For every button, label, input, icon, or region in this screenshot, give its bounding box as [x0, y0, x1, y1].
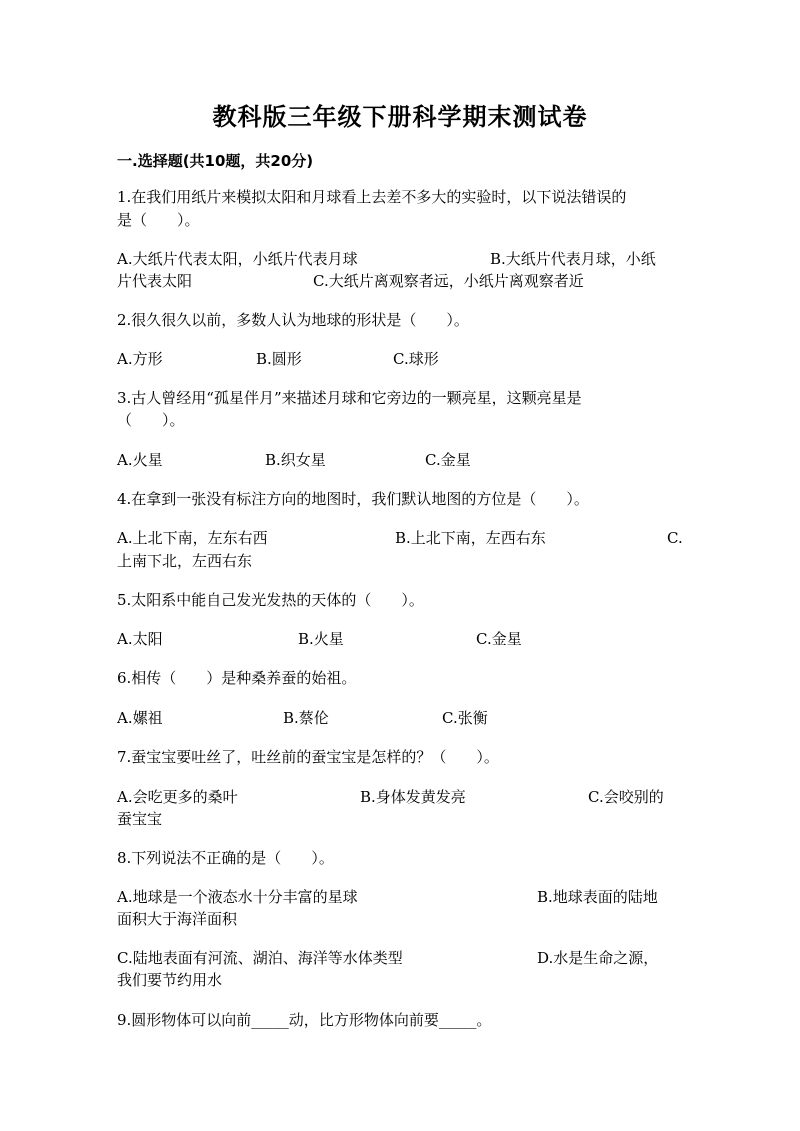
question-8-option-d-continued: 我们要节约用水 — [117, 971, 223, 989]
question-7-option-c-continued: 蚕宝宝 — [117, 810, 163, 828]
question-4-option-c: C. — [667, 529, 683, 547]
question-4-option-c-continued: 上南下北，左西右东 — [117, 552, 253, 570]
question-9-stem: 9.圆形物体可以向前_____动，比方形物体向前要_____。 — [117, 1011, 492, 1029]
question-1-stem-line-1: 1.在我们用纸片来模拟太阳和月球看上去差不多大的实验时，以下说法错误的 — [117, 188, 627, 206]
question-3-option-b: B.织女星 — [265, 451, 326, 469]
question-6-option-c: C.张衡 — [442, 709, 488, 727]
page-title: 教科版三年级下册科学期末测试卷 — [212, 103, 588, 131]
question-1-stem-line-2: 是（ ）。 — [117, 211, 200, 229]
question-8-option-c: C.陆地表面有河流、湖泊、海洋等水体类型 — [117, 949, 403, 967]
section-header: 一.选择题(共10题，共20分) — [117, 152, 314, 170]
question-5-option-a: A.太阳 — [117, 630, 163, 648]
question-5-option-b: B.火星 — [298, 630, 344, 648]
question-5-option-c: C.金星 — [476, 630, 522, 648]
question-6-option-b: B.蔡伦 — [283, 709, 329, 727]
question-8-option-b-continued: 面积大于海洋面积 — [117, 910, 238, 928]
question-7-option-b: B.身体发黄发亮 — [360, 788, 466, 806]
question-4-stem: 4.在拿到一张没有标注方向的地图时，我们默认地图的方位是（ ）。 — [117, 490, 589, 508]
question-4-option-a: A.上北下南，左东右西 — [117, 529, 268, 547]
question-8-option-d: D.水是生命之源， — [537, 949, 659, 967]
question-1-option-c: C.大纸片离观察者远，小纸片离观察者近 — [313, 272, 584, 290]
question-4-option-b: B.上北下南，左西右东 — [395, 529, 546, 547]
question-6-option-a: A.嫘祖 — [117, 709, 163, 727]
question-8-option-b: B.地球表面的陆地 — [537, 888, 658, 906]
question-7-option-c: C.会咬别的 — [588, 788, 664, 806]
question-3-stem-line-2: （ ）。 — [117, 411, 185, 429]
question-3-option-c: C.金星 — [425, 451, 471, 469]
question-2-option-a: A.方形 — [117, 350, 163, 368]
question-8-option-a: A.地球是一个液态水十分丰富的星球 — [117, 888, 358, 906]
question-7-stem: 7.蚕宝宝要吐丝了，吐丝前的蚕宝宝是怎样的？（ ）。 — [117, 748, 499, 766]
question-2-option-c: C.球形 — [393, 350, 439, 368]
question-2-option-b: B.圆形 — [256, 350, 302, 368]
question-2-stem: 2.很久很久以前，多数人认为地球的形状是（ ）。 — [117, 311, 469, 329]
question-8-stem: 8.下列说法不正确的是（ ）。 — [117, 849, 334, 867]
question-3-option-a: A.火星 — [117, 451, 163, 469]
question-7-option-a: A.会吃更多的桑叶 — [117, 788, 238, 806]
question-1-option-a: A.大纸片代表太阳，小纸片代表月球 — [117, 250, 358, 268]
question-3-stem-line-1: 3.古人曾经用“孤星伴月”来描述月球和它旁边的一颗亮星，这颗亮星是 — [117, 389, 582, 407]
question-5-stem: 5.太阳系中能自己发光发热的天体的（ ）。 — [117, 591, 424, 609]
question-1-option-b: B.大纸片代表月球，小纸 — [490, 250, 656, 268]
question-1-option-b-continued: 片代表太阳 — [117, 272, 193, 290]
question-6-stem: 6.相传（ ）是种桑养蚕的始祖。 — [117, 669, 357, 687]
